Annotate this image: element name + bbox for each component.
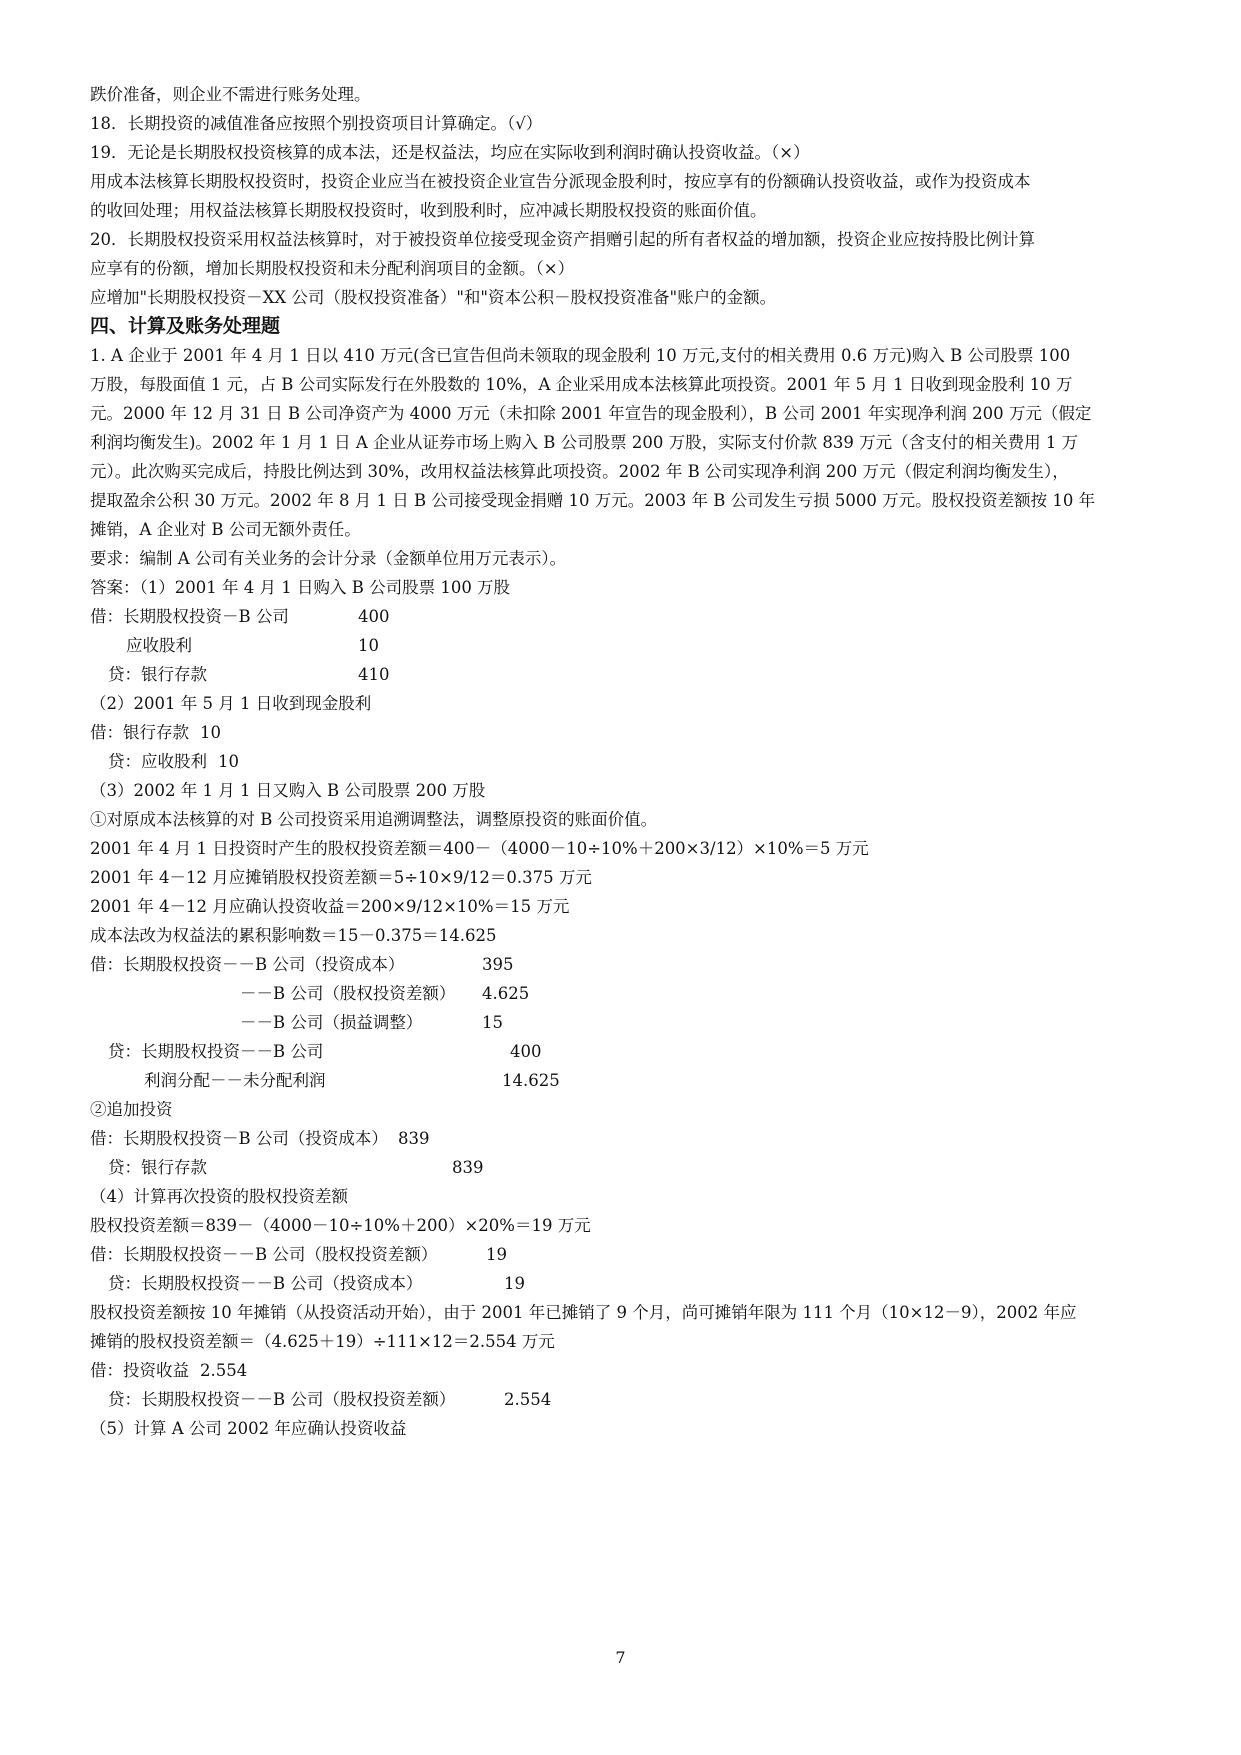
entry-amount: 10 — [200, 723, 221, 742]
journal-entry-row — [90, 606, 490, 628]
entry-account: 借：投资收益 — [90, 1361, 189, 1380]
journal-entry-row — [90, 1389, 610, 1411]
formula-line: 2001 年 4－12 月应确认投资收益＝200×9/12×10%＝15 万元 — [90, 897, 570, 916]
entry-amount: 19 — [486, 1245, 507, 1264]
question-line: 摊销，A 企业对 B 公司无额外责任。 — [90, 520, 361, 539]
entry-account: 贷：银行存款 — [108, 665, 207, 684]
question-line: 提取盈余公积 30 万元。2002 年 8 月 1 日 B 公司接受现金捐赠 10 万元。2003 年 B 公司发生亏损 5000 万元。股权投资差额按 10 年 — [90, 491, 1096, 510]
requirement-line: 要求：编制 A 公司有关业务的会计分录（金额单位用万元表示）。 — [90, 549, 567, 568]
entry-amount: 2.554 — [504, 1390, 552, 1409]
formula-line: 摊销的股权投资差额＝（4.625＋19）÷111×12＝2.554 万元 — [90, 1332, 555, 1351]
step-heading: （5）计算 A 公司 2002 年应确认投资收益 — [90, 1419, 407, 1438]
journal-entry-row — [90, 722, 490, 744]
entry-amount: 410 — [358, 665, 390, 684]
entry-amount: 395 — [482, 955, 514, 974]
entry-amount: 400 — [510, 1042, 542, 1061]
step-heading: （3）2002 年 1 月 1 日又购入 B 公司股票 200 万股 — [90, 781, 486, 800]
question-line: 元。2000 年 12 月 31 日 B 公司净资产为 4000 万元（未扣除 2001 年宣告的现金股利），B 公司 2001 年实现净利润 200 万元（假定 — [90, 404, 1092, 423]
text-line: 应增加"长期股权投资－XX 公司（股权投资准备）"和"资本公积－股权投资准备"账户的金额。 — [90, 288, 777, 307]
entry-account: 借：长期股权投资－－B 公司（投资成本） — [90, 955, 405, 974]
entry-account: 贷：长期股权投资－－B 公司 — [108, 1042, 324, 1061]
entry-account: 借：长期股权投资－B 公司 — [90, 607, 289, 626]
question-line: 万股，每股面值 1 元，占 B 公司实际发行在外股数的 10%，A 企业采用成本法核算此项投资。2001 年 5 月 1 日收到现金股利 10 万 — [90, 375, 1073, 394]
formula-line: 股权投资差额＝839－（4000－10÷10%＋200）×20%＝19 万元 — [90, 1216, 591, 1235]
entry-account: 借：银行存款 — [90, 723, 189, 742]
entry-account: 借：长期股权投资－－B 公司（股权投资差额） — [90, 1245, 438, 1264]
entry-amount: 14.625 — [502, 1071, 560, 1090]
text-line: 用成本法核算长期股权投资时，投资企业应当在被投资企业宣告分派现金股利时，按应享有的份额确认投资收益，或作为投资成本 — [90, 172, 1031, 191]
text-line: 应享有的份额，增加长期股权投资和未分配利润项目的金额。（×） — [90, 259, 575, 278]
journal-entry-row — [90, 1128, 590, 1150]
entry-account: 贷：长期股权投资－－B 公司（股权投资差额） — [108, 1390, 456, 1409]
journal-entry-row — [90, 954, 590, 976]
entry-account: 贷：银行存款 — [108, 1158, 207, 1177]
entry-amount: 400 — [358, 607, 390, 626]
entry-amount: 4.625 — [482, 984, 530, 1003]
entry-account: 应收股利 — [126, 636, 192, 655]
step-heading: ②追加投资 — [90, 1100, 173, 1119]
section-heading: 四、计算及账务处理题 — [90, 315, 281, 337]
entry-amount: 15 — [482, 1013, 503, 1032]
entry-account: 贷：应收股利 — [108, 752, 207, 771]
text-line: 20．长期股权投资采用权益法核算时，对于被投资单位接受现金资产捐赠引起的所有者权益的增加额，投资企业应按持股比例计算 — [90, 230, 1035, 249]
text-line: 18．长期投资的减值准备应按照个别投资项目计算确定。（√） — [90, 114, 543, 133]
journal-entry-row — [90, 1070, 590, 1092]
entry-account: 贷：长期股权投资－－B 公司（投资成本） — [108, 1274, 423, 1293]
text-line: 股权投资差额按 10 年摊销（从投资活动开始），由于 2001 年已摊销了 9 个月，尚可摊销年限为 111 个月（10×12－9），2002 年应 — [90, 1303, 1077, 1322]
entry-account: 借：长期股权投资－B 公司（投资成本） — [90, 1129, 388, 1148]
entry-amount: 10 — [358, 636, 379, 655]
journal-entry-row — [90, 1041, 590, 1063]
text-line: 19．无论是长期股权投资核算的成本法，还是权益法，均应在实际收到利润时确认投资收益。（×） — [90, 143, 810, 162]
page-number: 7 — [615, 1648, 626, 1667]
step-heading: （4）计算再次投资的股权投资差额 — [90, 1187, 348, 1206]
journal-entry-row — [90, 1273, 590, 1295]
question-line: 利润均衡发生)。2002 年 1 月 1 日 A 企业从证券市场上购入 B 公司股票 200 万股，实际支付价款 839 万元（含支付的相关费用 1 万 — [90, 433, 1079, 452]
journal-entry-row — [90, 635, 490, 657]
journal-entry-row — [90, 1012, 590, 1034]
entry-amount: 10 — [218, 752, 239, 771]
entry-amount: 839 — [452, 1158, 484, 1177]
journal-entry-row — [90, 664, 490, 686]
formula-line: 2001 年 4－12 月应摊销股权投资差额＝5÷10×9/12＝0.375 万元 — [90, 868, 592, 887]
formula-line: 成本法改为权益法的累积影响数＝15－0.375＝14.625 — [90, 926, 497, 945]
text-line: ①对原成本法核算的对 B 公司投资采用追溯调整法，调整原投资的账面价值。 — [90, 810, 658, 829]
step-heading: （2）2001 年 5 月 1 日收到现金股利 — [90, 694, 372, 713]
formula-line: 2001 年 4 月 1 日投资时产生的股权投资差额＝400－（4000－10÷10%＋200×3/12）×10%＝5 万元 — [90, 839, 869, 858]
entry-account: －－B 公司（损益调整） — [240, 1013, 423, 1032]
journal-entry-row — [90, 1244, 590, 1266]
journal-entry-row — [90, 1157, 590, 1179]
answer-heading: 答案：（1）2001 年 4 月 1 日购入 B 公司股票 100 万股 — [90, 578, 511, 597]
journal-entry-row — [90, 1360, 610, 1382]
journal-entry-row — [90, 983, 590, 1005]
question-line: 元）。此次购买完成后，持股比例达到 30%，改用权益法核算此项投资。2002 年 B 公司实现净利润 200 万元（假定利润均衡发生）， — [90, 462, 1069, 481]
journal-entry-row — [90, 751, 490, 773]
text-line: 的收回处理；用权益法核算长期股权投资时，收到股利时，应冲减长期股权投资的账面价值。 — [90, 201, 767, 220]
entry-amount: 19 — [504, 1274, 525, 1293]
text-line: 跌价准备，则企业不需进行账务处理。 — [90, 85, 371, 104]
entry-amount: 2.554 — [200, 1361, 248, 1380]
question-line: 1. A 企业于 2001 年 4 月 1 日以 410 万元(含已宣告但尚未领取的现金股利 10 万元,支付的相关费用 0.6 万元)购入 B 公司股票 100 — [90, 346, 1071, 365]
entry-amount: 839 — [398, 1129, 430, 1148]
entry-account: －－B 公司（股权投资差额） — [240, 984, 456, 1003]
entry-account: 利润分配－－未分配利润 — [144, 1071, 326, 1090]
